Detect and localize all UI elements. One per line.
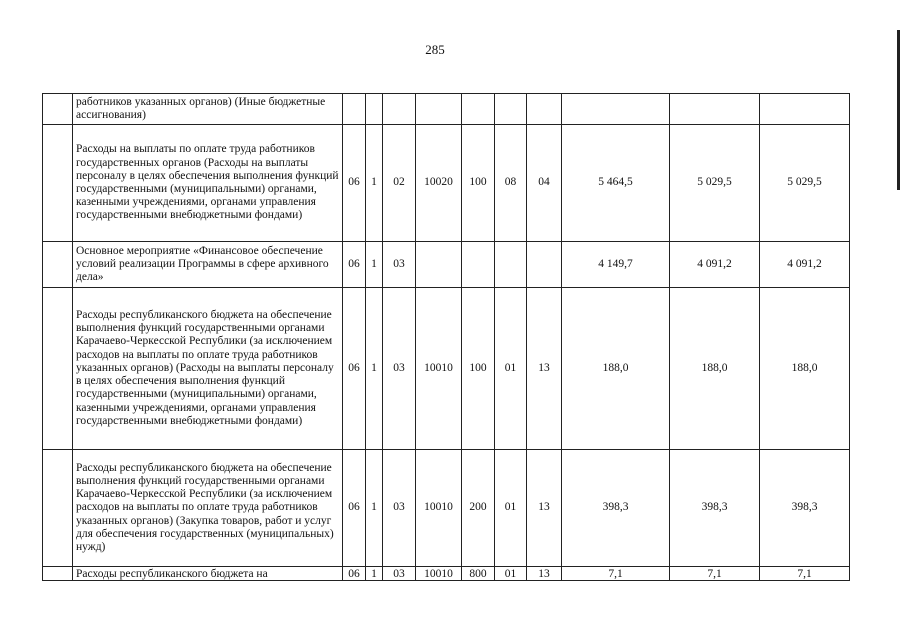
code-cell: 03 xyxy=(383,242,416,288)
table-row xyxy=(43,567,850,581)
index-cell xyxy=(43,94,73,125)
code-cell xyxy=(366,94,383,125)
code-cell: 10010 xyxy=(416,288,462,450)
code-cell: 06 xyxy=(343,567,366,581)
description-cell: Расходы республиканского бюджета на обеспечение выполнения функций государственными органами Карачаево-Черкесской Республики (за исключением расходов на выплаты по оплате труда работников указанных органов) (Расходы на выплаты персоналу в целях обеспечения выполнения функций государственными (муниципальными) органами, казенными учреждениями, органами управления государственными внебюджетными фондами) xyxy=(73,288,343,450)
code-cell: 100 xyxy=(462,288,495,450)
code-cell: 1 xyxy=(366,567,383,581)
table-row xyxy=(43,288,850,450)
code-cell: 200 xyxy=(462,450,495,567)
amount-cell: 398,3 xyxy=(670,450,760,567)
code-cell: 06 xyxy=(343,450,366,567)
amount-cell: 188,0 xyxy=(562,288,670,450)
code-cell xyxy=(462,94,495,125)
table-row xyxy=(43,450,850,567)
amount-cell: 4 091,2 xyxy=(670,242,760,288)
amount-cell: 188,0 xyxy=(760,288,850,450)
code-cell xyxy=(343,94,366,125)
amount-cell xyxy=(670,94,760,125)
index-cell xyxy=(43,288,73,450)
amount-cell: 398,3 xyxy=(562,450,670,567)
code-cell xyxy=(416,94,462,125)
amount-cell: 398,3 xyxy=(760,450,850,567)
code-cell: 1 xyxy=(366,125,383,242)
code-cell: 03 xyxy=(383,450,416,567)
code-cell: 10020 xyxy=(416,125,462,242)
amount-cell: 7,1 xyxy=(670,567,760,581)
page-number: 285 xyxy=(425,42,445,57)
code-cell: 10010 xyxy=(416,450,462,567)
code-cell: 02 xyxy=(383,125,416,242)
index-cell xyxy=(43,450,73,567)
amount-cell: 4 091,2 xyxy=(760,242,850,288)
code-cell: 03 xyxy=(383,288,416,450)
amount-cell: 4 149,7 xyxy=(562,242,670,288)
description-cell: Расходы на выплаты по оплате труда работников государственных органов (Расходы на выплаты персоналу в целях обеспечения выполнения функций государственными (муниципальными) органами, казенными учреждениями, органами управления государственными внебюджетными фондами) xyxy=(73,125,343,242)
code-cell: 1 xyxy=(366,450,383,567)
index-cell xyxy=(43,242,73,288)
amount-cell: 5 029,5 xyxy=(670,125,760,242)
code-cell xyxy=(527,242,562,288)
table-row xyxy=(43,125,850,242)
code-cell xyxy=(416,242,462,288)
code-cell: 13 xyxy=(527,288,562,450)
budget-table xyxy=(42,93,850,581)
amount-cell: 5 464,5 xyxy=(562,125,670,242)
table-row xyxy=(43,94,850,125)
description-cell: Основное мероприятие «Финансовое обеспечение условий реализации Программы в сфере архивного дела» xyxy=(73,242,343,288)
code-cell xyxy=(462,242,495,288)
amount-cell: 5 029,5 xyxy=(760,125,850,242)
code-cell: 100 xyxy=(462,125,495,242)
description-cell: Расходы республиканского бюджета на xyxy=(73,567,343,581)
amount-cell: 188,0 xyxy=(670,288,760,450)
code-cell: 08 xyxy=(495,125,527,242)
code-cell: 01 xyxy=(495,567,527,581)
code-cell: 1 xyxy=(366,288,383,450)
index-cell xyxy=(43,125,73,242)
code-cell: 13 xyxy=(527,450,562,567)
code-cell xyxy=(383,94,416,125)
code-cell xyxy=(495,242,527,288)
code-cell: 04 xyxy=(527,125,562,242)
code-cell xyxy=(495,94,527,125)
code-cell: 01 xyxy=(495,288,527,450)
amount-cell: 7,1 xyxy=(760,567,850,581)
code-cell: 06 xyxy=(343,125,366,242)
code-cell: 1 xyxy=(366,242,383,288)
description-cell: Расходы республиканского бюджета на обеспечение выполнения функций государственными органами Карачаево-Черкесской Республики (за исключением расходов на выплаты по оплате труда работников указанных органов) (Закупка товаров, работ и услуг для обеспечения государственных (муниципальных) нужд) xyxy=(73,450,343,567)
code-cell: 01 xyxy=(495,450,527,567)
amount-cell xyxy=(760,94,850,125)
code-cell: 800 xyxy=(462,567,495,581)
code-cell xyxy=(527,94,562,125)
code-cell: 13 xyxy=(527,567,562,581)
description-cell: работников указанных органов) (Иные бюджетные ассигнования) xyxy=(73,94,343,125)
amount-cell: 7,1 xyxy=(562,567,670,581)
code-cell: 06 xyxy=(343,242,366,288)
code-cell: 06 xyxy=(343,288,366,450)
code-cell: 10010 xyxy=(416,567,462,581)
table-row xyxy=(43,242,850,288)
amount-cell xyxy=(562,94,670,125)
code-cell: 03 xyxy=(383,567,416,581)
index-cell xyxy=(43,567,73,581)
